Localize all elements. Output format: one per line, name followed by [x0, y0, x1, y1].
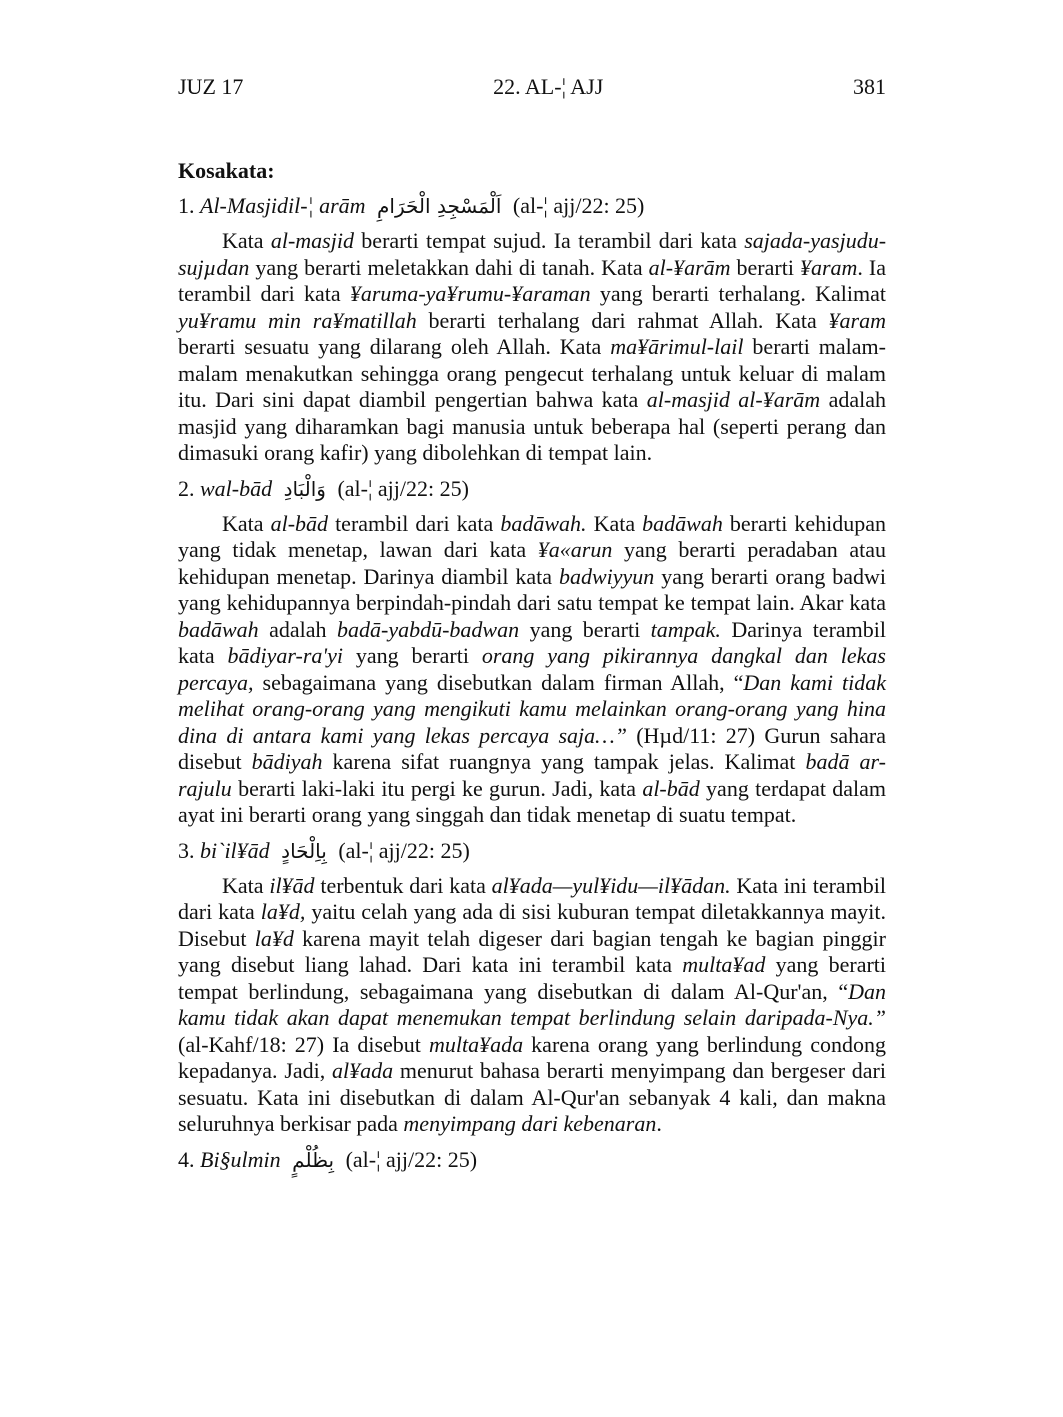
text-run: adalah masjid yang diharamkan bagi manusia untuk beberapa hal (seperti perang dan dimasuki orang kafir) yang dibolehkan di tempat lain.	[178, 387, 886, 465]
italic-term: al-¥arām	[648, 254, 731, 280]
italic-term: ¥aruma-ya¥rumu-¥araman	[349, 281, 591, 306]
text-run: berarti kehidupan yang tidak menetap, lawan dari kata	[178, 510, 886, 562]
term-reference: (al-¦ ajj/22: 25)	[512, 193, 645, 218]
italic-term: ¥a«arun	[537, 537, 613, 562]
text-run: berarti tempat sujud. Ia terambil dari kata	[353, 228, 745, 253]
term-number: 2.	[178, 475, 195, 501]
text-run: yang terdapat dalam ayat ini berarti orang yang singgah dan tidak menetap di suatu tempat.	[178, 775, 886, 827]
italic-term: badā-yabdū-badwan	[337, 616, 520, 642]
italic-term: al-bād	[642, 775, 700, 801]
text-run: Kata	[586, 510, 643, 536]
text-run: Kata	[222, 510, 271, 536]
italic-term: ¥aram	[828, 307, 886, 333]
text-run: .	[656, 1111, 662, 1136]
italic-term: al-masjid	[270, 228, 354, 253]
term-heading	[178, 1144, 886, 1176]
text-run: yang berarti peradaban atau kehidupan menetap. Darinya diambil kata	[178, 537, 886, 589]
italic-term: ma¥ārimul-lail	[610, 334, 744, 359]
italic-term: orang yang pikirannya dangkal dan lekas percaya,	[178, 643, 886, 695]
text-run: Kata	[222, 872, 270, 898]
italic-term: yu¥ramu min ra¥matillah	[178, 307, 417, 333]
text-run: terbentuk dari kata	[314, 872, 492, 898]
italic-term: multa¥ad	[682, 952, 766, 977]
italic-term: sajada-yasjudu-sujµdan	[178, 228, 887, 280]
text-run: menurut bahasa berarti menyimpang dan bergeser dari sesuatu. Kata ini disebutkan di dalam Al-Qur'an sebanyak 4 kali, dan makna seluruhnya berkisar pada	[178, 1058, 887, 1136]
text-run: Kata	[222, 228, 271, 253]
term-name: bi`il¥ād	[200, 837, 270, 863]
term-reference: (al-¦ ajj/22: 25)	[338, 837, 470, 863]
term-number: 3.	[178, 837, 195, 863]
italic-term: badwiyyun	[558, 563, 655, 589]
italic-term: multa¥ada	[428, 1031, 524, 1057]
term-arabic: اَلْمَسْجِدِ الْحَرَامِ	[377, 194, 502, 218]
italic-term: badāwah.	[500, 510, 587, 536]
text-run: Darinya terambil kata	[178, 616, 886, 668]
text-run: adalah	[258, 616, 338, 642]
text-run: yang berarti orang badwi yang kehidupannya berpindah-pindah dari satu tempat ke tempat lain. Akar kata	[178, 563, 886, 615]
text-run: yang berarti	[343, 643, 482, 668]
text-run: yaitu celah yang ada di sisi kuburan tempat diletakkannya mayit. Disebut	[178, 899, 886, 951]
term-heading	[178, 190, 886, 222]
text-run: Kata ini terambil dari kata	[178, 872, 887, 924]
text-run: berarti	[730, 254, 800, 280]
italic-term: ¥aram	[799, 254, 858, 280]
text-run: yang berarti terhalang. Kalimat	[590, 281, 886, 306]
juz-label: JUZ 17	[178, 74, 244, 99]
text-run: yang berarti meletakkan dahi di tanah. Kata	[249, 254, 649, 280]
italic-term: badāwah	[178, 616, 259, 642]
term-name: Al-Masjidil-¦ arām	[200, 193, 366, 218]
italic-term: Dan kami tidak melihat orang-orang yang mengikuti kamu melainkan orang-orang yang hina dina di antara kami yang lekas percaya saja…”	[178, 669, 886, 748]
text-run: karena sifat ruangnya yang tampak jelas. Kalimat	[322, 749, 806, 774]
text-run: yang berarti tempat berlindung, sebagaimana yang disebutkan di dalam Al-Qur'an, “	[178, 952, 887, 1004]
italic-term: la¥d	[254, 925, 294, 951]
text-run: berarti terhalang dari rahmat Allah. Kata	[416, 307, 829, 333]
italic-term: al¥ada—yul¥idu—il¥ādan.	[491, 872, 731, 898]
text-run: karena mayit telah digeser dari bagian tengah ke bagian pinggir yang disebut liang lahad. Dari kata ini terambil kata	[178, 925, 886, 977]
italic-term: la¥d,	[260, 899, 306, 924]
term-name: wal-bād	[200, 475, 273, 501]
surah-title: 22. AL-¦ AJJ	[493, 74, 604, 99]
term-explanation	[178, 873, 886, 1138]
term-name: Bi§ulmin	[200, 1146, 281, 1172]
term-explanation	[178, 228, 886, 467]
term-arabic: بِظُلْمٍ	[292, 1147, 335, 1172]
italic-term: tampak.	[650, 616, 721, 642]
term-heading	[178, 835, 886, 867]
text-run: berarti malam-malam menakutkan sehingga orang pengecut terhalang untuk keluar di malam itu. Dari sini dapat diambil pengertian bahwa kata	[178, 334, 886, 412]
page-number: 381	[853, 74, 886, 99]
italic-term: menyimpang dari kebenaran	[403, 1111, 657, 1136]
running-header	[178, 74, 886, 100]
text-run: (Hµd/11: 27) Gurun sahara disebut	[178, 722, 887, 774]
term-heading	[178, 473, 886, 505]
text-run: karena orang yang berlindung condong kepadanya. Jadi,	[178, 1031, 887, 1083]
term-number: 4.	[178, 1146, 195, 1172]
term-arabic: وَالْبَادِ	[283, 476, 326, 501]
term-reference: (al-¦ ajj/22: 25)	[345, 1146, 478, 1172]
italic-term: al¥ada	[332, 1058, 394, 1083]
term-arabic: بِاِلْحَادٍ	[281, 838, 327, 863]
main-content	[178, 158, 886, 1182]
italic-term: badā ar-rajulu	[178, 749, 886, 801]
italic-term: bādiyah	[251, 749, 323, 774]
text-run: terambil dari kata	[328, 510, 501, 536]
term-explanation	[178, 511, 886, 829]
text-run: . Ia terambil dari kata	[178, 254, 887, 306]
text-run: (al-Kahf/18: 27) Ia disebut	[178, 1031, 429, 1057]
term-reference: (al-¦ ajj/22: 25)	[337, 475, 469, 501]
text-run: yang berarti	[519, 616, 651, 642]
italic-term: badāwah	[642, 510, 723, 536]
italic-term: Dan kamu tidak akan dapat menemukan tempat berlindung selain daripada-Nya.”	[178, 978, 886, 1030]
text-run: berarti laki-laki itu pergi ke gurun. Jadi, kata	[231, 775, 643, 801]
italic-term: al-bād	[270, 510, 329, 536]
italic-term: il¥ād	[269, 872, 315, 898]
italic-term: bādiyar-ra'yi	[227, 643, 343, 668]
text-run: berarti sesuatu yang dilarang oleh Allah. Kata	[178, 334, 611, 359]
text-run: sebagaimana yang disebutkan dalam firman Allah, “	[253, 669, 744, 695]
term-number: 1.	[178, 193, 195, 218]
italic-term: al-masjid al-¥arām	[646, 387, 821, 412]
section-title: Kosakata:	[178, 158, 275, 183]
